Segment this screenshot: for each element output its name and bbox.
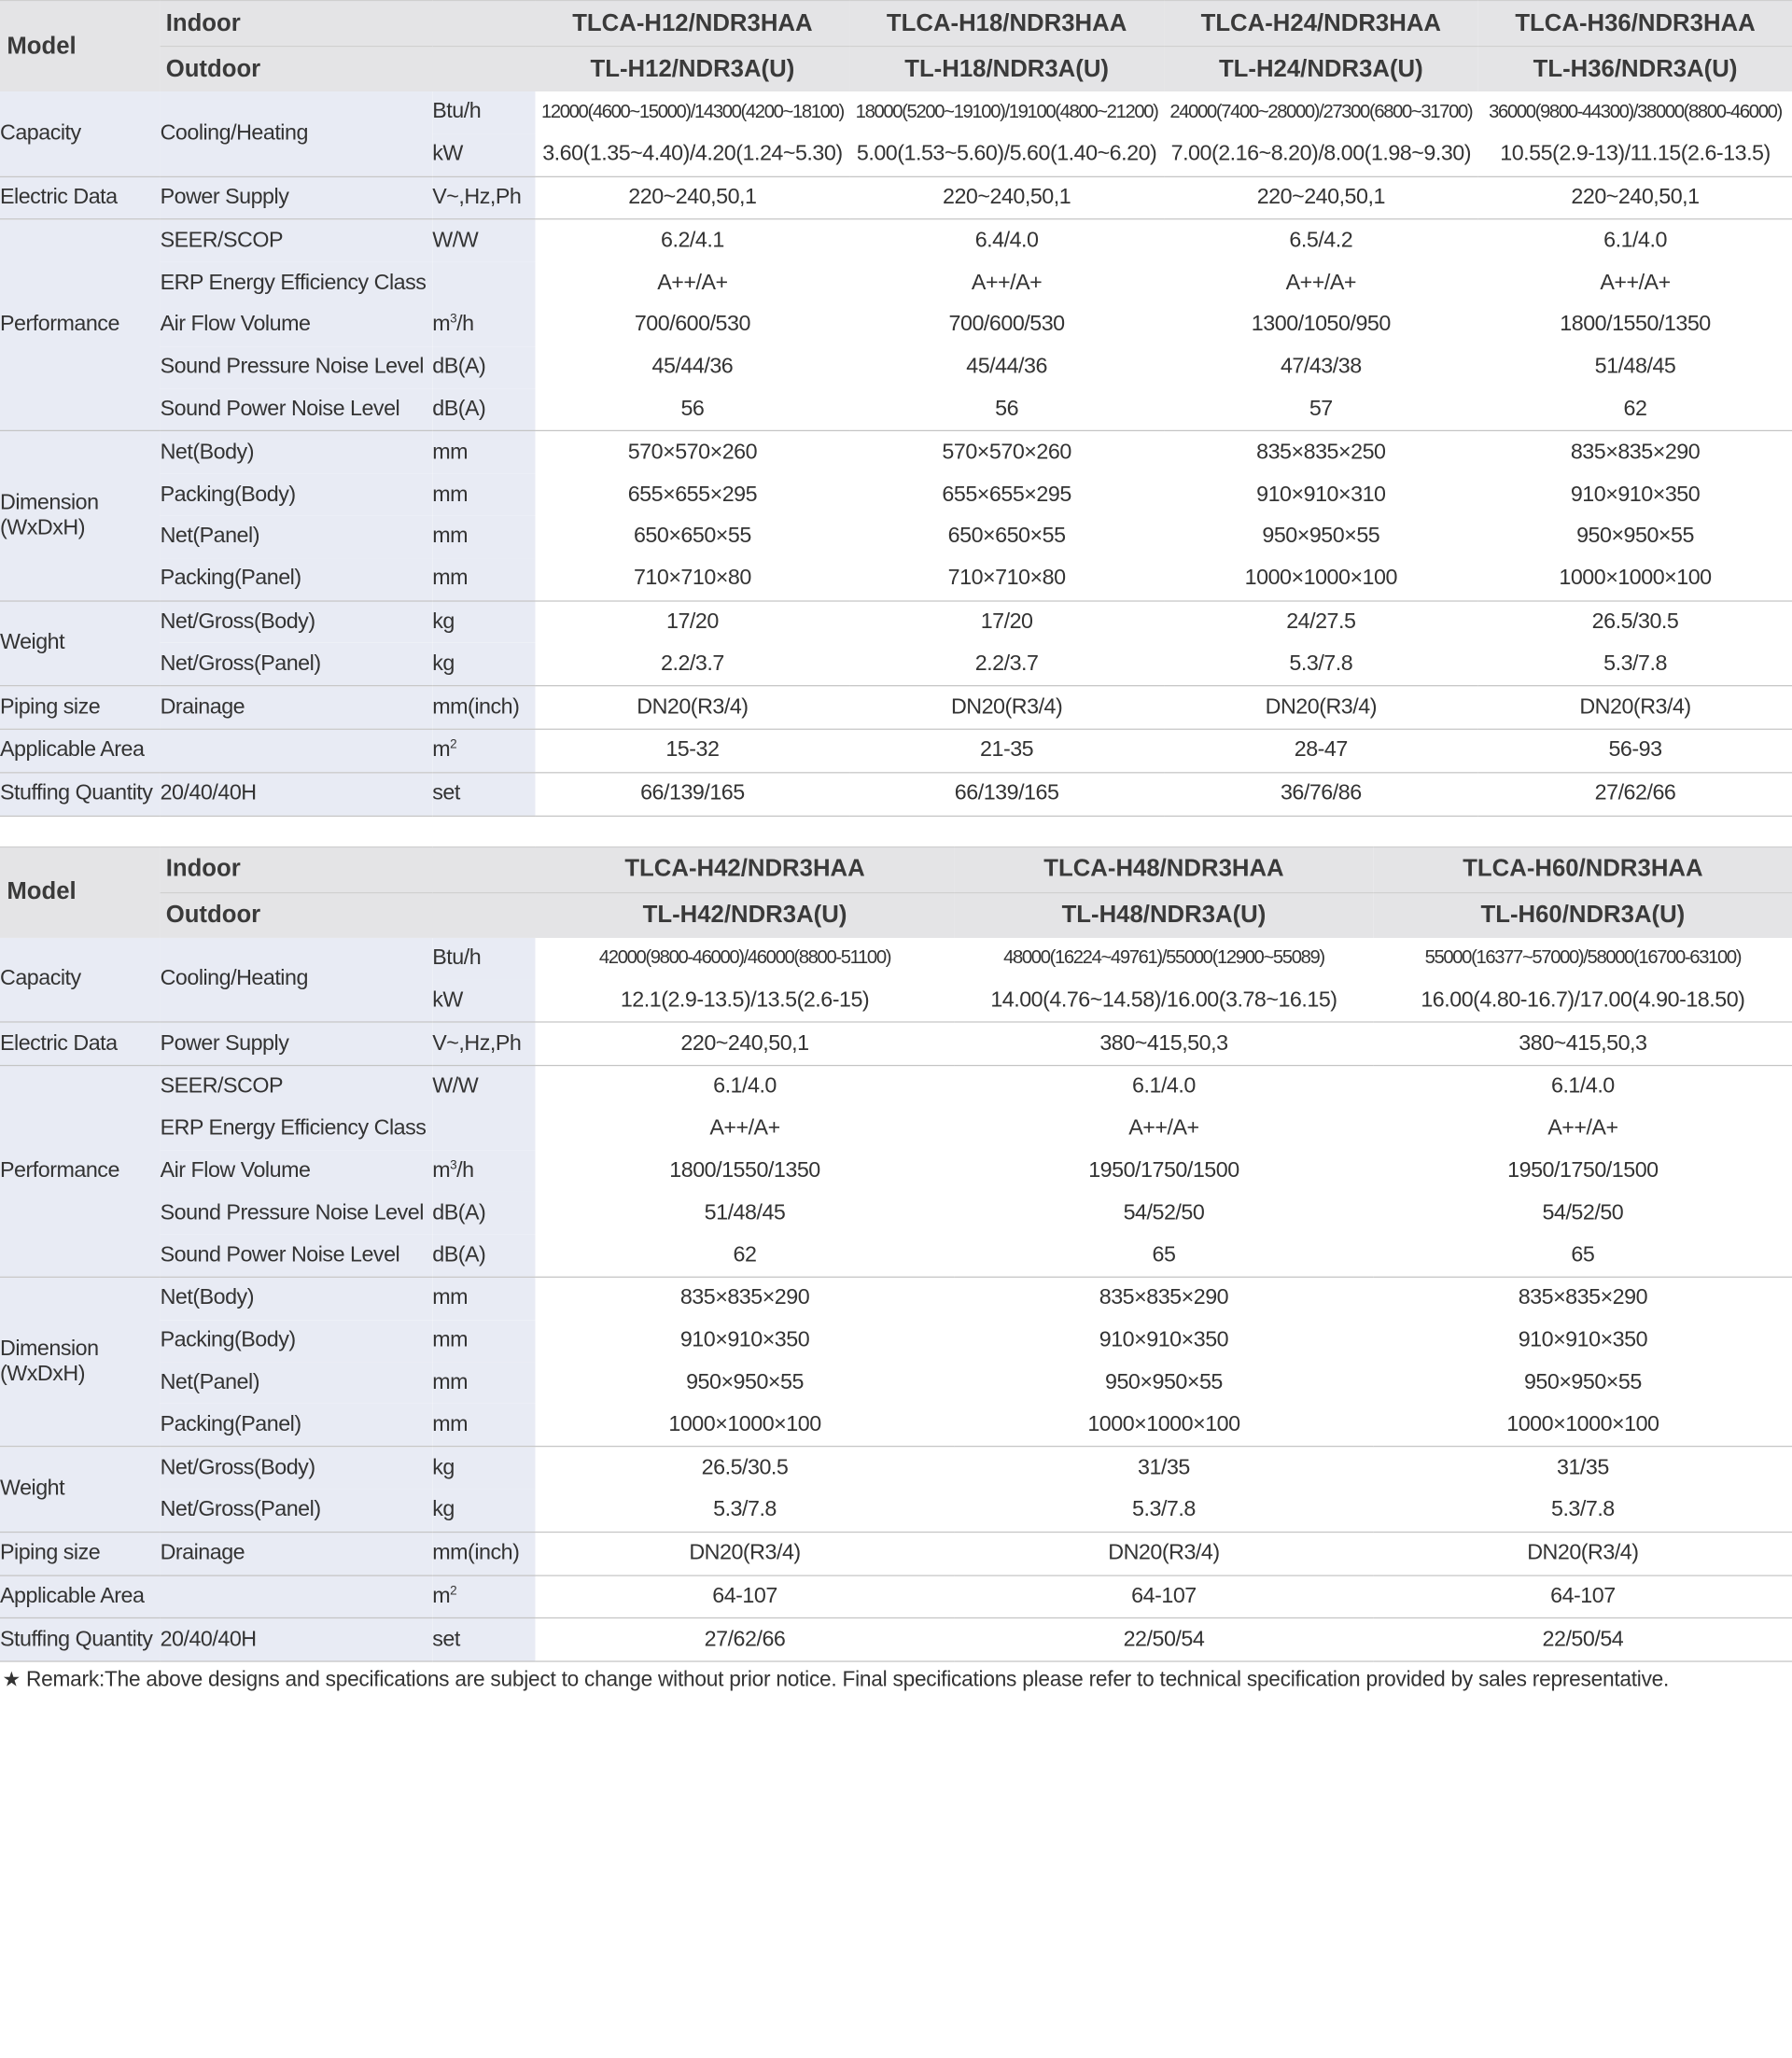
label-net-gross-body: Net/Gross(Body) xyxy=(161,1447,433,1490)
value-cell: 15-32 xyxy=(536,729,850,772)
value-cell: 835×835×290 xyxy=(536,1277,955,1320)
value-cell: 7.00(2.16~8.20)/8.00(1.98~9.30) xyxy=(1164,133,1478,176)
unit-mm: mm xyxy=(432,1362,535,1404)
value-cell: 1000×1000×100 xyxy=(1478,558,1792,601)
unit-mm: mm xyxy=(432,1404,535,1447)
net-panel-row xyxy=(0,1362,1792,1404)
value-cell: 1000×1000×100 xyxy=(1373,1404,1792,1447)
value-cell: 950×950×55 xyxy=(1164,516,1478,558)
value-cell: 835×835×290 xyxy=(1373,1277,1792,1320)
remark-text: Remark:The above designs and specifications are subject to change without prior notice. Final specifications please refer to technical specification provided by sales representative. xyxy=(26,1666,1670,1691)
value-cell: DN20(R3/4) xyxy=(1478,686,1792,729)
value-cell: 10.55(2.9-13)/11.15(2.6-13.5) xyxy=(1478,133,1792,176)
value-cell: 45/44/36 xyxy=(849,346,1164,388)
value-cell: 6.5/4.2 xyxy=(1164,219,1478,262)
value-cell: 710×710×80 xyxy=(849,558,1164,601)
value-cell: 48000(16224~49761)/55000(12900~55089) xyxy=(954,937,1373,979)
indoor-model: TLCA-H24/NDR3HAA xyxy=(1164,1,1478,47)
unit-btu: Btu/h xyxy=(432,937,535,979)
value-cell: 54/52/50 xyxy=(1373,1192,1792,1234)
value-cell: 1000×1000×100 xyxy=(954,1404,1373,1447)
indoor-label: Indoor xyxy=(161,1,536,47)
label-packing-body: Packing(Body) xyxy=(161,474,433,516)
value-cell: 835×835×290 xyxy=(954,1277,1373,1320)
value-cell: 910×910×310 xyxy=(1164,474,1478,516)
value-cell: DN20(R3/4) xyxy=(954,1532,1373,1575)
erp-row xyxy=(0,262,1792,304)
value-cell: 36000(9800-44300)/38000(8800-46000) xyxy=(1478,91,1792,133)
value-cell: A++/A+ xyxy=(1164,262,1478,304)
outdoor-model-row xyxy=(0,892,1792,937)
unit-set: set xyxy=(432,773,535,816)
value-cell: 57 xyxy=(1164,388,1478,431)
value-cell: 655×655×295 xyxy=(849,474,1164,516)
unit-mm: mm xyxy=(432,558,535,601)
unit-power: V~,Hz,Ph xyxy=(432,176,535,219)
unit-m2: $m^2$ xyxy=(432,1575,535,1618)
airflow-row xyxy=(0,1150,1792,1192)
value-cell: 42000(9800-46000)/46000(8800-51100) xyxy=(536,937,955,979)
group-stuffing: Stuffing Quantity xyxy=(0,1618,161,1661)
label-net-gross-body: Net/Gross(Body) xyxy=(161,600,433,643)
value-cell: 950×950×55 xyxy=(536,1362,955,1404)
sound-power-row xyxy=(0,1234,1792,1277)
value-cell: A++/A+ xyxy=(1478,262,1792,304)
label-stuffing: 20/40/40H xyxy=(161,1618,433,1661)
group-capacity: Capacity xyxy=(0,937,161,1022)
group-performance: Performance xyxy=(0,1065,161,1277)
packing-panel-row xyxy=(0,1404,1792,1447)
seer-row xyxy=(0,219,1792,262)
outdoor-model: TL-H24/NDR3A(U) xyxy=(1164,47,1478,91)
outdoor-model: TL-H36/NDR3A(U) xyxy=(1478,47,1792,91)
value-cell: 6.4/4.0 xyxy=(849,219,1164,262)
group-piping: Piping size xyxy=(0,1532,161,1575)
group-performance: Performance xyxy=(0,219,161,431)
outdoor-model: TL-H48/NDR3A(U) xyxy=(954,892,1373,937)
unit-mm: mm xyxy=(432,1320,535,1362)
value-cell: 62 xyxy=(1478,388,1792,431)
group-electric-data: Electric Data xyxy=(0,176,161,219)
label-cooling-heating: Cooling/Heating xyxy=(161,91,433,176)
power-supply-row xyxy=(0,176,1792,219)
capacity-btu-row xyxy=(0,937,1792,979)
value-cell: 655×655×295 xyxy=(536,474,850,516)
value-cell: 22/50/54 xyxy=(1373,1618,1792,1661)
label-packing-panel: Packing(Panel) xyxy=(161,558,433,601)
indoor-model: TLCA-H60/NDR3HAA xyxy=(1373,847,1792,892)
value-cell: 910×910×350 xyxy=(1373,1320,1792,1362)
weight-body-row xyxy=(0,1447,1792,1490)
value-cell: 31/35 xyxy=(954,1447,1373,1490)
value-cell: 650×650×55 xyxy=(536,516,850,558)
label-net-body: Net(Body) xyxy=(161,1277,433,1320)
sound-pressure-row xyxy=(0,1192,1792,1234)
group-weight: Weight xyxy=(0,1447,161,1532)
value-cell: 28-47 xyxy=(1164,729,1478,772)
label-drainage: Drainage xyxy=(161,686,433,729)
value-cell: 24/27.5 xyxy=(1164,600,1478,643)
label-net-gross-panel: Net/Gross(Panel) xyxy=(161,643,433,686)
value-cell: 220~240,50,1 xyxy=(1164,176,1478,219)
label-stuffing: 20/40/40H xyxy=(161,773,433,816)
unit-dba: dB(A) xyxy=(432,346,535,388)
capacity-btu-row xyxy=(0,91,1792,133)
packing-body-row xyxy=(0,1320,1792,1362)
area-row xyxy=(0,729,1792,772)
value-cell: 55000(16377~57000)/58000(16700-63100) xyxy=(1373,937,1792,979)
unit-mminch: mm(inch) xyxy=(432,686,535,729)
net-body-row xyxy=(0,431,1792,474)
value-cell: 5.3/7.8 xyxy=(1164,643,1478,686)
value-cell: 24000(7400~28000)/27300(6800~31700) xyxy=(1164,91,1478,133)
label-cooling-heating: Cooling/Heating xyxy=(161,937,433,1022)
label-erp: ERP Energy Efficiency Class xyxy=(161,262,433,304)
label-seer: SEER/SCOP xyxy=(161,1065,433,1108)
label-net-gross-panel: Net/Gross(Panel) xyxy=(161,1489,433,1532)
value-cell: 380~415,50,3 xyxy=(1373,1022,1792,1065)
value-cell: A++/A+ xyxy=(1373,1108,1792,1150)
value-cell: 6.1/4.0 xyxy=(1373,1065,1792,1108)
value-cell: 56-93 xyxy=(1478,729,1792,772)
packing-body-row xyxy=(0,474,1792,516)
value-cell: A++/A+ xyxy=(849,262,1164,304)
value-cell: 6.1/4.0 xyxy=(954,1065,1373,1108)
remark-note xyxy=(0,1667,1792,1692)
value-cell: 1000×1000×100 xyxy=(536,1404,955,1447)
indoor-model-row xyxy=(0,1,1792,47)
stuffing-row xyxy=(0,1618,1792,1661)
group-piping: Piping size xyxy=(0,686,161,729)
value-cell: 910×910×350 xyxy=(536,1320,955,1362)
value-cell: 5.00(1.53~5.60)/5.60(1.40~6.20) xyxy=(849,133,1164,176)
power-supply-row xyxy=(0,1022,1792,1065)
unit-kg: kg xyxy=(432,1489,535,1532)
value-cell: 65 xyxy=(954,1234,1373,1277)
value-cell: 18000(5200~19100)/19100(4800~21200) xyxy=(849,91,1164,133)
value-cell: 62 xyxy=(536,1234,955,1277)
value-cell: 950×950×55 xyxy=(1373,1362,1792,1404)
table-gap xyxy=(0,816,1792,846)
group-applicable-area: Applicable Area xyxy=(0,1575,432,1618)
value-cell: 5.3/7.8 xyxy=(536,1489,955,1532)
net-body-row xyxy=(0,1277,1792,1320)
value-cell: 835×835×290 xyxy=(1478,431,1792,474)
value-cell: 1800/1550/1350 xyxy=(1478,304,1792,346)
label-net-panel: Net(Panel) xyxy=(161,516,433,558)
weight-body-row xyxy=(0,600,1792,643)
value-cell: 17/20 xyxy=(536,600,850,643)
value-cell: 1950/1750/1500 xyxy=(954,1150,1373,1192)
value-cell: DN20(R3/4) xyxy=(536,1532,955,1575)
label-sound-power: Sound Power Noise Level xyxy=(161,388,433,431)
value-cell: 64-107 xyxy=(954,1575,1373,1618)
value-cell: 56 xyxy=(849,388,1164,431)
value-cell: A++/A+ xyxy=(536,1108,955,1150)
value-cell: 12.1(2.9-13.5)/13.5(2.6-15) xyxy=(536,979,955,1022)
value-cell: 31/35 xyxy=(1373,1447,1792,1490)
value-cell: 66/139/165 xyxy=(536,773,850,816)
indoor-model: TLCA-H18/NDR3HAA xyxy=(849,1,1164,47)
star-icon: ★ xyxy=(2,1667,21,1691)
value-cell: 54/52/50 xyxy=(954,1192,1373,1234)
value-cell: 650×650×55 xyxy=(849,516,1164,558)
value-cell: 220~240,50,1 xyxy=(849,176,1164,219)
value-cell: A++/A+ xyxy=(954,1108,1373,1150)
label-erp: ERP Energy Efficiency Class xyxy=(161,1108,433,1150)
unit-kw: kW xyxy=(432,133,535,176)
weight-panel-row xyxy=(0,1489,1792,1532)
value-cell: 51/48/45 xyxy=(1478,346,1792,388)
label-sound-power: Sound Power Noise Level xyxy=(161,1234,433,1277)
value-cell: 1950/1750/1500 xyxy=(1373,1150,1792,1192)
unit-m2: $m^2$ xyxy=(432,729,535,772)
value-cell: 17/20 xyxy=(849,600,1164,643)
unit-btu: Btu/h xyxy=(432,91,535,133)
value-cell: DN20(R3/4) xyxy=(1373,1532,1792,1575)
indoor-label: Indoor xyxy=(161,847,536,892)
value-cell: A++/A+ xyxy=(536,262,850,304)
value-cell: 5.3/7.8 xyxy=(1478,643,1792,686)
value-cell: 51/48/45 xyxy=(536,1192,955,1234)
unit-mm: mm xyxy=(432,516,535,558)
unit-mm: mm xyxy=(432,1277,535,1320)
value-cell: 1000×1000×100 xyxy=(1164,558,1478,601)
value-cell: 22/50/54 xyxy=(954,1618,1373,1661)
value-cell: 700/600/530 xyxy=(849,304,1164,346)
indoor-model: TLCA-H36/NDR3HAA xyxy=(1478,1,1792,47)
label-power-supply: Power Supply xyxy=(161,1022,433,1065)
piping-row xyxy=(0,1532,1792,1575)
group-electric-data: Electric Data xyxy=(0,1022,161,1065)
value-cell: 700/600/530 xyxy=(536,304,850,346)
value-cell: 6.1/4.0 xyxy=(1478,219,1792,262)
value-cell: DN20(R3/4) xyxy=(536,686,850,729)
value-cell: 45/44/36 xyxy=(536,346,850,388)
indoor-model: TLCA-H48/NDR3HAA xyxy=(954,847,1373,892)
value-cell: 835×835×250 xyxy=(1164,431,1478,474)
label-sound-pressure: Sound Pressure Noise Level xyxy=(161,1192,433,1234)
unit-dba: dB(A) xyxy=(432,1234,535,1277)
label-seer: SEER/SCOP xyxy=(161,219,433,262)
indoor-model: TLCA-H12/NDR3HAA xyxy=(536,1,850,47)
group-capacity: Capacity xyxy=(0,91,161,176)
value-cell: 21-35 xyxy=(849,729,1164,772)
group-weight: Weight xyxy=(0,600,161,685)
unit-power: V~,Hz,Ph xyxy=(432,1022,535,1065)
value-cell: 910×910×350 xyxy=(954,1320,1373,1362)
spec-table-2 xyxy=(0,846,1792,1661)
unit-kg: kg xyxy=(432,1447,535,1490)
value-cell: DN20(R3/4) xyxy=(1164,686,1478,729)
label-net-panel: Net(Panel) xyxy=(161,1362,433,1404)
unit-kg: kg xyxy=(432,643,535,686)
model-label: Model xyxy=(0,847,161,937)
value-cell: 47/43/38 xyxy=(1164,346,1478,388)
unit-m3h: $m^3/h$ xyxy=(432,1150,535,1192)
value-cell: 26.5/30.5 xyxy=(1478,600,1792,643)
indoor-model-row xyxy=(0,847,1792,892)
unit-set: set xyxy=(432,1618,535,1661)
value-cell: DN20(R3/4) xyxy=(849,686,1164,729)
unit-dba: dB(A) xyxy=(432,1192,535,1234)
value-cell: 66/139/165 xyxy=(849,773,1164,816)
unit-dba: dB(A) xyxy=(432,388,535,431)
value-cell: 2.2/3.7 xyxy=(849,643,1164,686)
value-cell: 36/76/86 xyxy=(1164,773,1478,816)
value-cell: 220~240,50,1 xyxy=(536,176,850,219)
value-cell: 6.1/4.0 xyxy=(536,1065,955,1108)
net-panel-row xyxy=(0,516,1792,558)
outdoor-label: Outdoor xyxy=(161,47,536,91)
seer-row xyxy=(0,1065,1792,1108)
outdoor-model: TL-H18/NDR3A(U) xyxy=(849,47,1164,91)
value-cell: 220~240,50,1 xyxy=(1478,176,1792,219)
value-cell: 27/62/66 xyxy=(1478,773,1792,816)
sound-pressure-row xyxy=(0,346,1792,388)
label-drainage: Drainage xyxy=(161,1532,433,1575)
value-cell: 3.60(1.35~4.40)/4.20(1.24~5.30) xyxy=(536,133,850,176)
value-cell: 5.3/7.8 xyxy=(1373,1489,1792,1532)
area-row xyxy=(0,1575,1792,1618)
unit-ww: W/W xyxy=(432,219,535,262)
label-packing-panel: Packing(Panel) xyxy=(161,1404,433,1447)
unit-empty xyxy=(432,262,535,304)
value-cell: 910×910×350 xyxy=(1478,474,1792,516)
value-cell: 64-107 xyxy=(536,1575,955,1618)
unit-kw: kW xyxy=(432,979,535,1022)
value-cell: 26.5/30.5 xyxy=(536,1447,955,1490)
unit-ww: W/W xyxy=(432,1065,535,1108)
piping-row xyxy=(0,686,1792,729)
unit-m3h: $m^3/h$ xyxy=(432,304,535,346)
value-cell: 6.2/4.1 xyxy=(536,219,850,262)
group-dimension: Dimension (WxDxH) xyxy=(0,1277,161,1447)
value-cell: 710×710×80 xyxy=(536,558,850,601)
value-cell: 570×570×260 xyxy=(536,431,850,474)
spec-table-1 xyxy=(0,0,1792,816)
label-packing-body: Packing(Body) xyxy=(161,1320,433,1362)
sound-power-row xyxy=(0,388,1792,431)
outdoor-model: TL-H12/NDR3A(U) xyxy=(536,47,850,91)
airflow-row xyxy=(0,304,1792,346)
value-cell: 220~240,50,1 xyxy=(536,1022,955,1065)
label-power-supply: Power Supply xyxy=(161,176,433,219)
label-airflow: Air Flow Volume xyxy=(161,1150,433,1192)
value-cell: 570×570×260 xyxy=(849,431,1164,474)
group-applicable-area: Applicable Area xyxy=(0,729,432,772)
value-cell: 1800/1550/1350 xyxy=(536,1150,955,1192)
weight-panel-row xyxy=(0,643,1792,686)
stuffing-row xyxy=(0,773,1792,816)
unit-kg: kg xyxy=(432,600,535,643)
outdoor-model: TL-H60/NDR3A(U) xyxy=(1373,892,1792,937)
value-cell: 16.00(4.80-16.7)/17.00(4.90-18.50) xyxy=(1373,979,1792,1022)
indoor-model: TLCA-H42/NDR3HAA xyxy=(536,847,955,892)
value-cell: 5.3/7.8 xyxy=(954,1489,1373,1532)
value-cell: 65 xyxy=(1373,1234,1792,1277)
unit-mminch: mm(inch) xyxy=(432,1532,535,1575)
model-label: Model xyxy=(0,1,161,91)
value-cell: 12000(4600~15000)/14300(4200~18100) xyxy=(536,91,850,133)
value-cell: 56 xyxy=(536,388,850,431)
outdoor-model-row xyxy=(0,47,1792,91)
value-cell: 950×950×55 xyxy=(1478,516,1792,558)
value-cell: 64-107 xyxy=(1373,1575,1792,1618)
unit-mm: mm xyxy=(432,474,535,516)
outdoor-label: Outdoor xyxy=(161,892,536,937)
unit-empty xyxy=(432,1108,535,1150)
group-stuffing: Stuffing Quantity xyxy=(0,773,161,816)
value-cell: 950×950×55 xyxy=(954,1362,1373,1404)
value-cell: 2.2/3.7 xyxy=(536,643,850,686)
label-airflow: Air Flow Volume xyxy=(161,304,433,346)
packing-panel-row xyxy=(0,558,1792,601)
unit-mm: mm xyxy=(432,431,535,474)
value-cell: 14.00(4.76~14.58)/16.00(3.78~16.15) xyxy=(954,979,1373,1022)
value-cell: 1300/1050/950 xyxy=(1164,304,1478,346)
label-sound-pressure: Sound Pressure Noise Level xyxy=(161,346,433,388)
value-cell: 380~415,50,3 xyxy=(954,1022,1373,1065)
erp-row xyxy=(0,1108,1792,1150)
value-cell: 27/62/66 xyxy=(536,1618,955,1661)
label-net-body: Net(Body) xyxy=(161,431,433,474)
group-dimension: Dimension (WxDxH) xyxy=(0,431,161,601)
outdoor-model: TL-H42/NDR3A(U) xyxy=(536,892,955,937)
